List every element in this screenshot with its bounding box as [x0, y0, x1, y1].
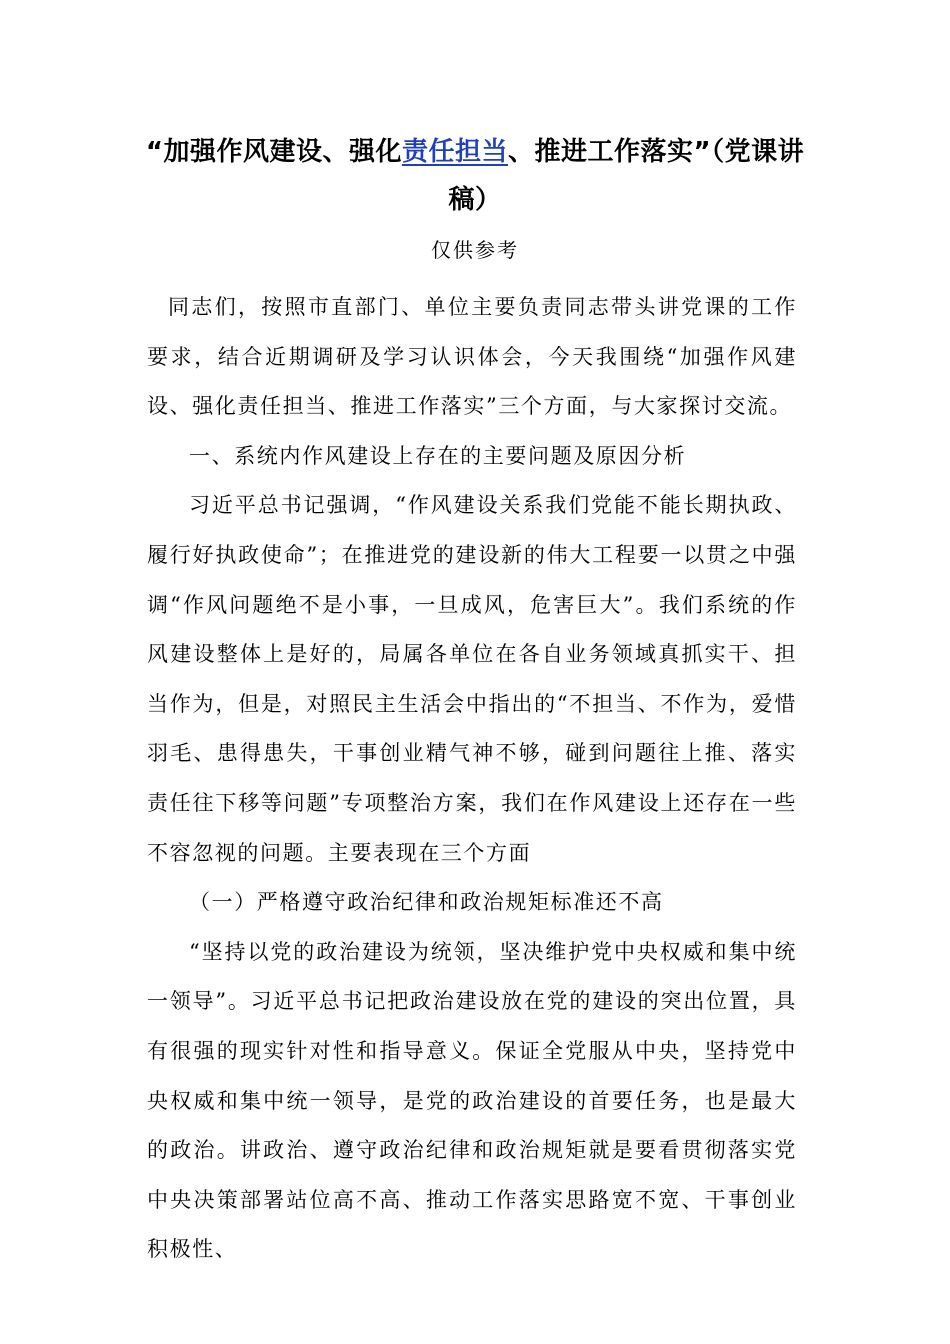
title-link[interactable]: 责任担当 — [401, 137, 508, 167]
section-heading-1: 一、系统内作风建设上存在的主要问题及原因分析 — [189, 443, 687, 468]
paragraph-problems: 习近平总书记强调，“作风建设关系我们党能不能长期执政、履行好执政使命”；在推进党的建设新的伟大工程要一以贯之中强调“作风问题绝不是小事，一旦成风，危害巨大”。我们系统的作风建设整体上是好的，局属各单位在各自业务领域真抓实干、担当作为，但是，对照民主生活会中指出的“不担当、不作为，爱惜羽毛、患得患失，干事创业精气神不够，碰到问题往上推、落实责任往下移等问题”专项整治方案，我们在作风建设上还存在一些不容忽视的问题。主要表现在三个方面 — [147, 493, 797, 865]
subsection-heading-1: （一）严格遵守政治纪律和政治规矩标准还不高 — [189, 890, 664, 915]
document-subtitle: 仅供参考 — [431, 238, 519, 262]
paragraph-opening: 同志们，按照市直部门、单位主要负责同志带头讲党课的工作要求，结合近期调研及学习认识体会，今天我围绕“加强作风建设、强化责任担当、推进工作落实”三个方面，与大家探讨交流。 — [147, 295, 797, 419]
document-title — [130, 128, 820, 224]
paragraph-political-discipline: “坚持以党的政治建设为统领，坚决维护党中央权威和集中统一领导”。习近平总书记把政治建设放在党的建设的突出位置，具有很强的现实针对性和指导意义。保证全党服从中央，坚持党中央权威和集中统一领导，是党的政治建设的首要任务，也是最大的政治。讲政治、遵守政治纪律和政治规矩就是要看贯彻落实党中央决策部署站位高不高、推动工作落实思路宽不宽、干事创业积极性、 — [147, 939, 797, 1262]
title-text-part1: “加强作风建设、强化 — [145, 137, 402, 167]
document-body — [147, 283, 797, 1275]
title-text-part2: 、推进工作落实”（党课讲稿） — [448, 137, 805, 215]
